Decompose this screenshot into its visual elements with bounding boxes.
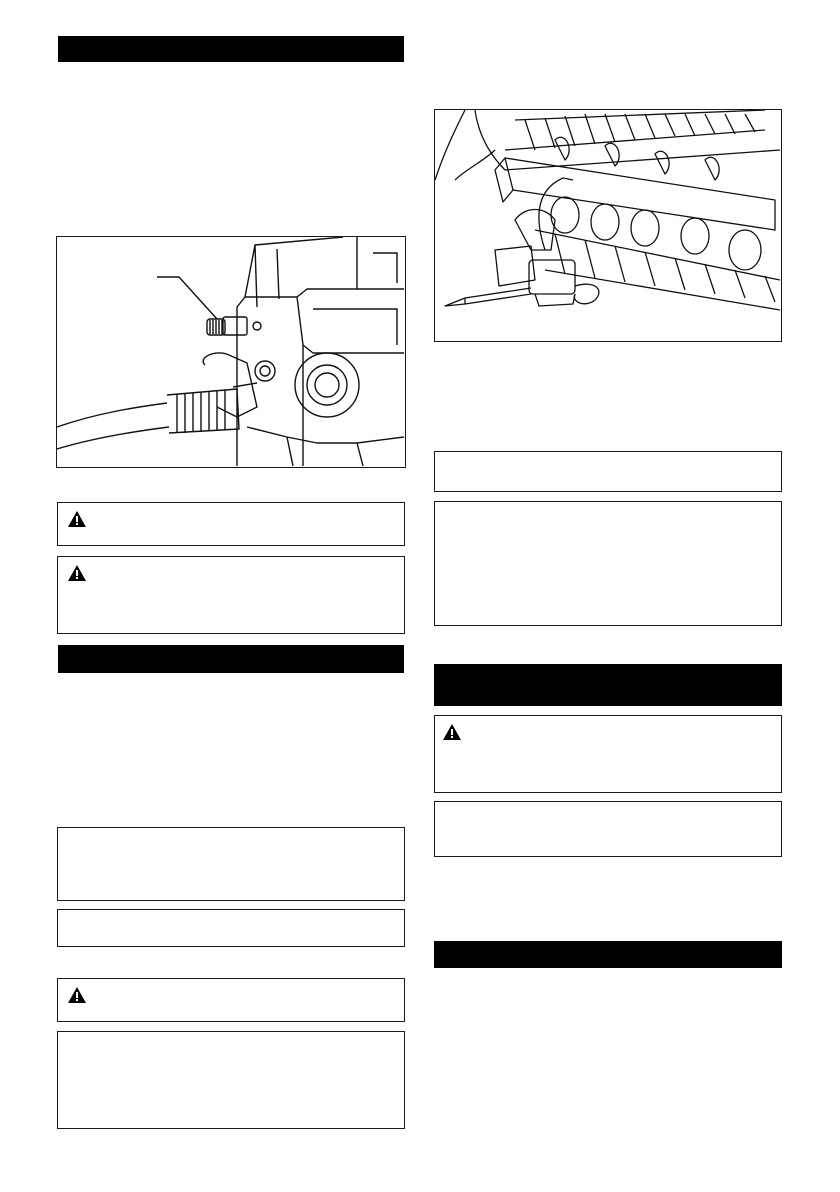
note-box [57,827,405,901]
section-header-bar [434,941,782,968]
warning-box [57,978,405,1022]
note-box [434,501,782,626]
note-box [57,909,405,947]
figure-pump-fitting [56,236,406,468]
warning-box [57,502,405,546]
warning-box [57,556,405,634]
note-box [434,451,782,492]
warning-triangle-icon [68,987,86,1003]
section-header-bar [434,664,782,706]
track-illustration [435,110,780,340]
section-header-bar [58,645,404,673]
warning-triangle-icon [68,511,86,527]
figure-track-grease-gun [434,109,782,342]
note-box [57,1031,405,1129]
warning-box [434,715,782,793]
note-box [434,801,782,857]
warning-triangle-icon [443,724,461,740]
warning-triangle-icon [68,565,86,581]
section-header-bar [58,36,404,62]
pump-illustration [57,237,404,466]
